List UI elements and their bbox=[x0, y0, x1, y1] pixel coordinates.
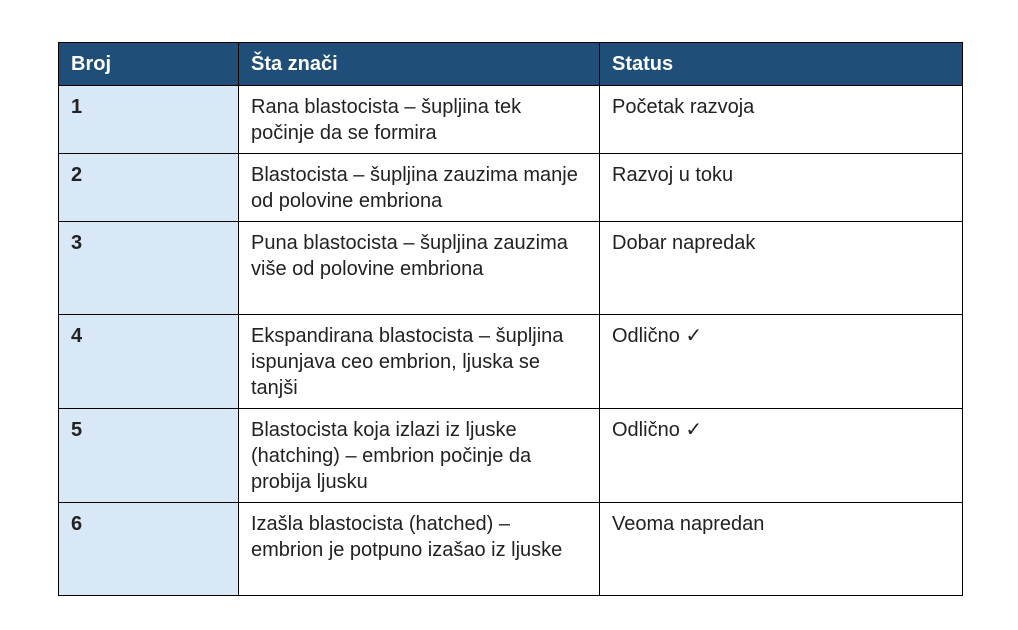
header-status: Status bbox=[600, 43, 963, 86]
row-meaning: Ekspandirana blastocista – šupljina ispunjava ceo embrion, ljuska se tanjši bbox=[239, 315, 600, 409]
table-row bbox=[59, 503, 963, 596]
table-row bbox=[59, 86, 963, 154]
row-status: Dobar napredak bbox=[600, 222, 963, 315]
table-row bbox=[59, 315, 963, 409]
row-number: 5 bbox=[59, 409, 239, 503]
table-header-row bbox=[59, 43, 963, 86]
table-row bbox=[59, 154, 963, 222]
row-number: 3 bbox=[59, 222, 239, 315]
table-row bbox=[59, 409, 963, 503]
row-number: 4 bbox=[59, 315, 239, 409]
header-meaning: Šta znači bbox=[239, 43, 600, 86]
row-meaning: Izašla blastocista (hatched) – embrion je potpuno izašao iz ljuske bbox=[239, 503, 600, 596]
row-status: Razvoj u toku bbox=[600, 154, 963, 222]
row-meaning: Blastocista koja izlazi iz ljuske (hatching) – embrion počinje da probija ljusku bbox=[239, 409, 600, 503]
row-status: Početak razvoja bbox=[600, 86, 963, 154]
table-body bbox=[59, 86, 963, 596]
row-number: 2 bbox=[59, 154, 239, 222]
row-meaning: Rana blastocista – šupljina tek počinje da se formira bbox=[239, 86, 600, 154]
row-status: Odlično ✓ bbox=[600, 409, 963, 503]
table-header bbox=[59, 43, 963, 86]
header-number: Broj bbox=[59, 43, 239, 86]
row-number: 1 bbox=[59, 86, 239, 154]
row-meaning: Puna blastocista – šupljina zauzima više od polovine embriona bbox=[239, 222, 600, 315]
row-number: 6 bbox=[59, 503, 239, 596]
blastocyst-grade-table bbox=[58, 42, 963, 596]
table-row bbox=[59, 222, 963, 315]
row-status: Veoma napredan bbox=[600, 503, 963, 596]
row-status: Odlično ✓ bbox=[600, 315, 963, 409]
row-meaning: Blastocista – šupljina zauzima manje od polovine embriona bbox=[239, 154, 600, 222]
